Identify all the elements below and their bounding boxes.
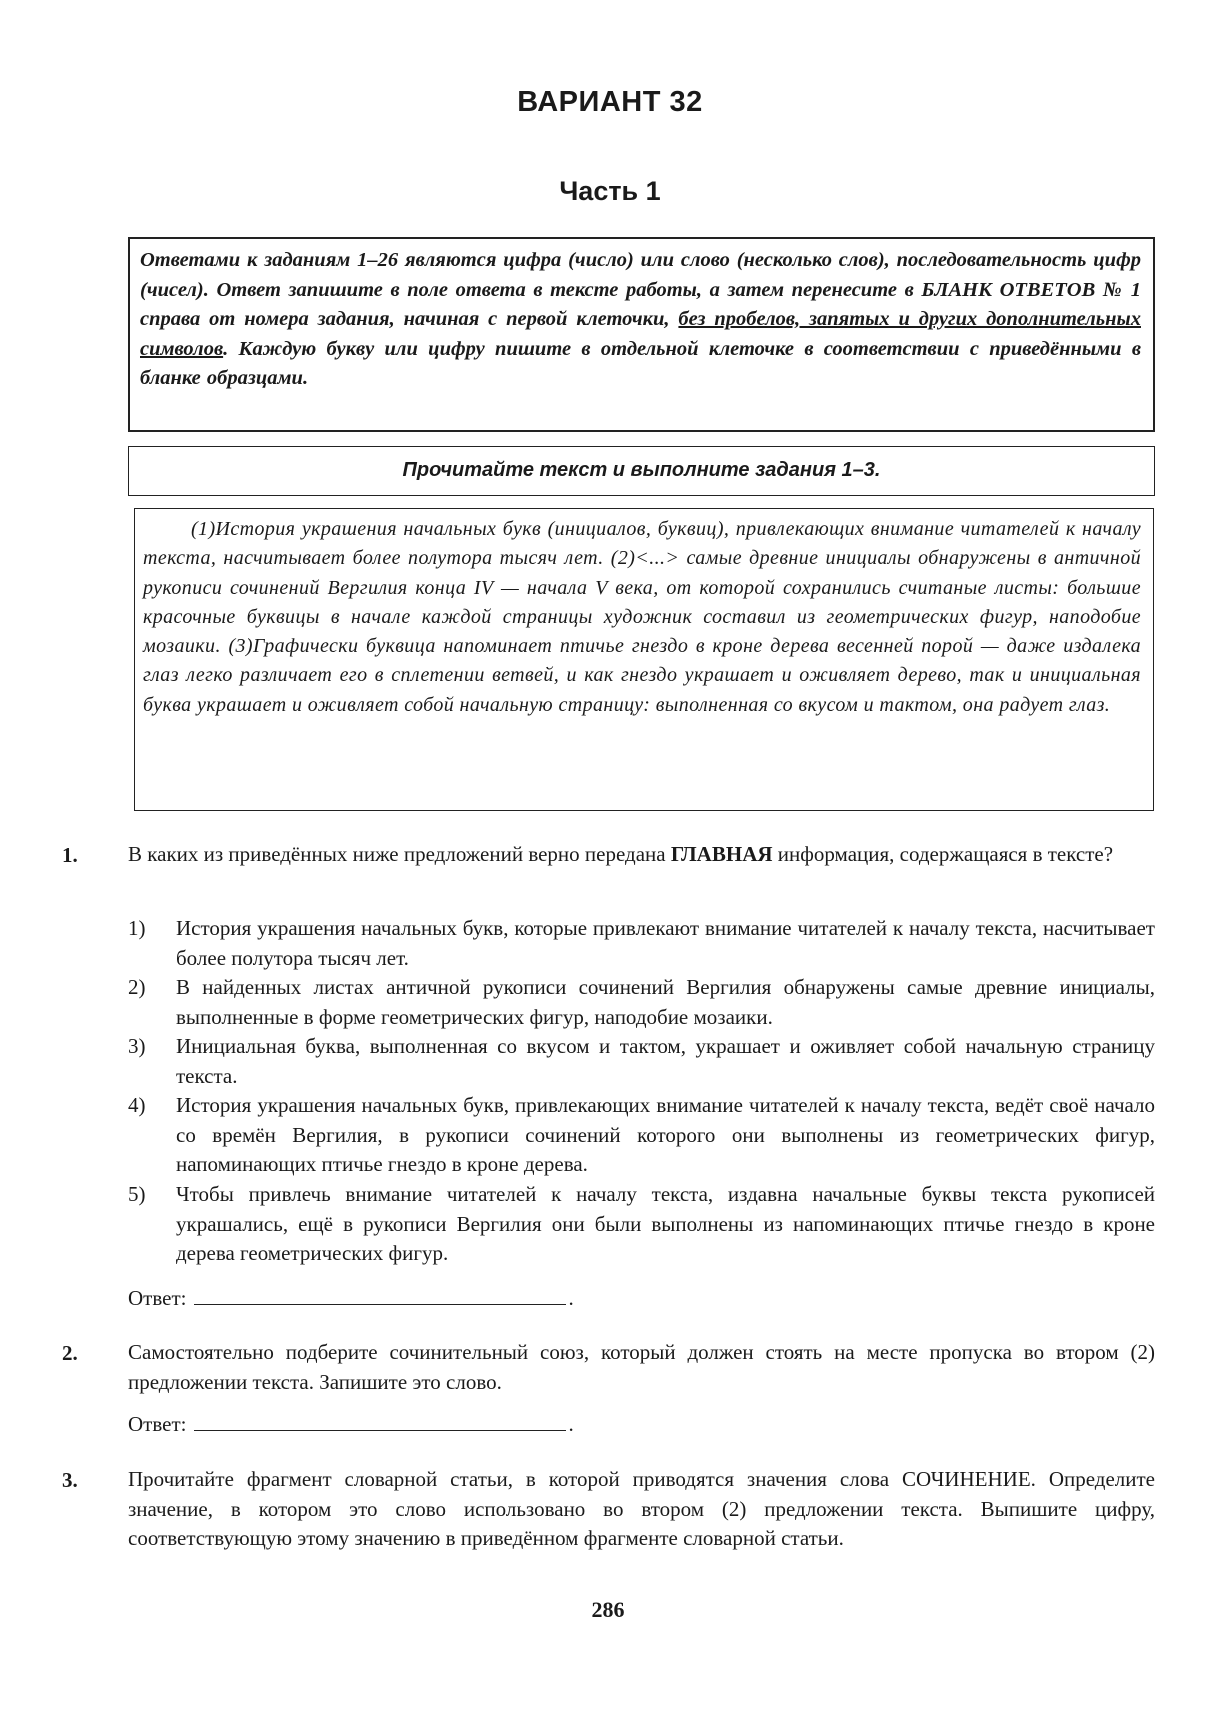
option-text: История украшения начальных букв, привлекающих внимание читателей к началу текста, ведёт своё начало со времён Вергилия, в рукописи сочинений которого они выполнены из геометрических фигур, напоминающих птичье гнездо в кроне дерева. bbox=[176, 1093, 1155, 1176]
task-1-option-2 bbox=[128, 973, 1155, 1032]
variant-title: ВАРИАНТ 32 bbox=[517, 86, 703, 118]
reading-text: (1)История украшения начальных букв (инициалов, буквиц), привлекающих внимание читателей к началу текста, насчитывает более полутора тысяч лет. (2)<...> самые древние инициалы обнаружены в античной рукописи сочинений Вергилия конца IV — начала V века, от которой сохранились считаные листы: большие красочные буквицы в начале каждой страницы художник составил из геометрических фигур, наподобие мозаики. (3)Графически буквица напоминает птичье гнездо в кроне дерева весенней порой — даже издалека глаз легко различает его в сплетении ветвей, и как гнездо украшает и оживляет дерево, так и инициальная буква украшает и оживляет собой начальную страницу: выполненная со вкусом и тактом, она радует глаз. bbox=[143, 518, 1141, 716]
task-1-option-5 bbox=[128, 1180, 1155, 1269]
option-text: Инициальная буква, выполненная со вкусом и тактом, украшает и оживляет собой начальную страницу текста. bbox=[176, 1034, 1155, 1088]
answer-line[interactable] bbox=[194, 1285, 566, 1305]
task-1-option-1 bbox=[128, 914, 1155, 973]
part-title: Часть 1 bbox=[559, 176, 661, 206]
option-number: 4) bbox=[128, 1093, 146, 1117]
task-2-question: Самостоятельно подберите сочинительный союз, который должен стоять на месте пропуска во втором (2) предложении текста. Запишите это слово. bbox=[128, 1340, 1155, 1394]
option-number: 3) bbox=[128, 1034, 146, 1058]
task-1-question-text-end: информация, содержащаяся в тексте? bbox=[772, 842, 1114, 866]
option-text: Чтобы привлечь внимание читателей к началу текста, издавна начальные буквы текста рукописей украшались, ещё в рукописи Вергилия они были выполнены из напоминающих птичье гнездо в кроне дерева геометрических фигур. bbox=[176, 1182, 1155, 1265]
answer-line[interactable] bbox=[194, 1411, 566, 1431]
instructions-underlined: без пробелов, запятых и других дополнительных символов bbox=[140, 308, 1141, 360]
task-1-answer: Ответ: . bbox=[128, 1286, 574, 1310]
task-1-number: 1. bbox=[62, 843, 78, 867]
task-3-number: 3. bbox=[62, 1468, 78, 1492]
instructions-text-end: . Каждую букву или цифру пишите в отдельной клеточке в соответствии с приведёнными в бланке образцами. bbox=[140, 337, 1141, 389]
task-3-question: Прочитайте фрагмент словарной статьи, в которой приводятся значения слова СОЧИНЕНИЕ. Определите значение, в котором это слово использовано во втором (2) предложении текста. Выпишите цифру, соответствующую этому значению в приведённом фрагменте словарной статьи. bbox=[128, 1467, 1155, 1550]
reading-text-box bbox=[134, 508, 1154, 811]
read-prompt-box bbox=[128, 446, 1155, 496]
task-2-number: 2. bbox=[62, 1341, 78, 1365]
option-number: 2) bbox=[128, 975, 146, 999]
instructions-box bbox=[128, 237, 1155, 432]
task-1-option-3 bbox=[128, 1032, 1155, 1091]
page-number: 286 bbox=[591, 1597, 625, 1622]
task-1-question-text: В каких из приведённых ниже предложений верно передана bbox=[128, 842, 671, 866]
answer-label: Ответ: bbox=[128, 1412, 187, 1436]
answer-label: Ответ: bbox=[128, 1286, 187, 1310]
task-1-question bbox=[128, 840, 1155, 870]
option-text: В найденных листах античной рукописи сочинений Вергилия обнаружены самые древние инициалы, выполненные в форме геометрических фигур, наподобие мозаики. bbox=[176, 975, 1155, 1029]
instructions-text: Ответами к заданиям 1–26 являются цифра (число) или слово (несколько слов), последовательность цифр (чисел). Ответ запишите в поле ответа в тексте работы, а затем перенесите в БЛАНК ОТВЕТОВ № 1 справа от номера задания, начиная с первой клеточки, bbox=[140, 249, 1141, 330]
task-2-answer: Ответ: . bbox=[128, 1412, 574, 1436]
task-1-question-bold: ГЛАВНАЯ bbox=[670, 842, 773, 866]
option-number: 1) bbox=[128, 916, 146, 940]
option-text: История украшения начальных букв, которые привлекают внимание читателей к началу текста, насчитывает более полутора тысяч лет. bbox=[176, 916, 1155, 970]
option-number: 5) bbox=[128, 1182, 146, 1206]
task-1-option-4 bbox=[128, 1091, 1155, 1180]
read-prompt: Прочитайте текст и выполните задания 1–3. bbox=[402, 459, 881, 481]
